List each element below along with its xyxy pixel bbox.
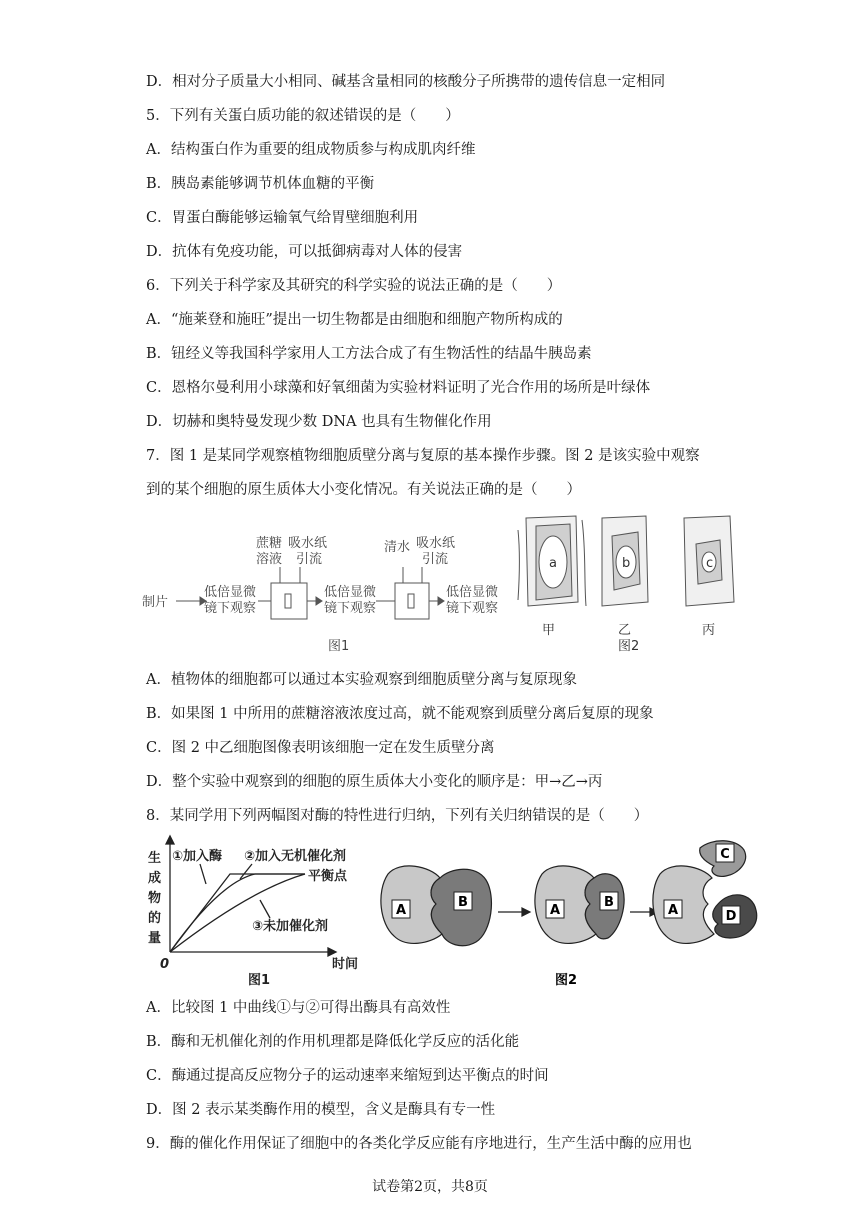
blot-label-2b: 引流 [422,552,449,567]
blot-label-1a: 吸水纸 [288,536,328,551]
mol-b-1: B [458,895,468,910]
q7-option-a: A．植物体的细胞都可以通过本实验观察到细胞质壁分离与复原现象 [146,672,577,688]
ylabel-char-2: 成 [148,871,162,886]
curve-inorganic [170,874,305,952]
q6-option-b: B．钮经义等我国科学家用人工方法合成了有生物活性的结晶牛胰岛素 [146,346,592,362]
curve1-label: ①加入酶 [172,849,223,864]
q8-option-b: B．酶和无机催化剂的作用机理都是降低化学反应的活化能 [146,1034,520,1050]
enzyme-a-1 [381,866,442,943]
cell-letter-a: a [549,556,557,571]
step-observe-3b: 镜下观察 [446,601,499,616]
ylabel-char-5: 量 [148,931,162,946]
q9-stem: 9．酶的催化作用保证了细胞中的各类化学反应能有序地进行，生产生活中酶的应用也 [146,1136,692,1152]
q7-option-b: B．如果图 1 中所用的蔗糖溶液浓度过高，就不能观察到质壁分离后复原的现象 [146,706,654,722]
water-label: 清水 [384,540,411,555]
q7-option-d: D．整个实验中观察到的细胞的原生质体大小变化的顺序是：甲→乙→丙 [146,774,603,790]
blot-label-1b: 引流 [296,552,323,567]
xlabel: 时间 [332,957,359,972]
step-observe-3a: 低倍显微 [446,585,499,600]
mol-b-2: B [604,895,614,910]
q6-stem: 6．下列关于科学家及其研究的科学实验的说法正确的是（ ） [146,278,562,294]
step-observe-1a: 低倍显微 [204,585,257,600]
fig7-2-caption: 图2 [618,639,640,654]
cell-label-jia: 甲 [542,623,556,638]
step-start: 制片 [142,595,169,610]
page-footer: 试卷第2页，共8页 [372,1179,488,1195]
enzyme-a-2 [535,866,596,943]
mol-a-1: A [395,903,407,918]
q7-figure [140,510,740,665]
q5-stem: 5．下列有关蛋白质功能的叙述错误的是（ ） [146,108,460,124]
curve2-label: ②加入无机催化剂 [244,849,347,864]
slide-box-2 [395,583,429,619]
cell-label-bing: 丙 [702,623,716,638]
blot-label-2a: 吸水纸 [416,536,456,551]
slide-box-1 [271,583,307,619]
sucrose-label-b: 溶液 [256,552,283,567]
q5-option-a: A．结构蛋白作为重要的组成物质参与构成肌肉纤维 [146,142,476,158]
equilibrium-label: 平衡点 [308,869,348,884]
enzyme-a-3 [653,866,714,943]
q5-option-b: B．胰岛素能够调节机体血糖的平衡 [146,176,375,192]
mol-a-3: A [667,903,679,918]
curve-enzyme [170,874,305,952]
step-observe-2a: 低倍显微 [324,585,377,600]
curve-uncatalyzed [170,874,305,952]
q7-stem-1: 7．图 1 是某同学观察植物细胞质壁分离与复原的基本操作步骤。图 2 是该实验中观察 [146,448,700,464]
fig8-1-caption: 图1 [248,973,271,988]
step-observe-1b: 镜下观察 [204,601,257,616]
ylabel-char-1: 生 [148,851,162,866]
cell-label-yi: 乙 [618,623,632,638]
ylabel-char-4: 的 [148,911,162,926]
q8-option-a: A．比较图 1 中曲线①与②可得出酶具有高效性 [146,1000,451,1016]
fig7-1-caption: 图1 [328,639,350,654]
q7-option-c: C．图 2 中乙细胞图像表明该细胞一定在发生质壁分离 [146,740,495,756]
mol-c: C [720,847,730,862]
q7-stem-2: 到的某个细胞的原生质体大小变化情况。有关说法正确的是（ ） [146,482,581,498]
q6-option-c: C．恩格尔曼利用小球藻和好氧细菌为实验材料证明了光合作用的场所是叶绿体 [146,380,651,396]
q8-option-d: D．图 2 表示某类酶作用的模型，含义是酶具有专一性 [146,1102,496,1118]
q5-option-c: C．胃蛋白酶能够运输氧气给胃壁细胞利用 [146,210,419,226]
q6-option-a: A．“施莱登和施旺”提出一切生物都是由细胞和细胞产物所构成的 [146,312,563,328]
ylabel-char-3: 物 [148,891,162,906]
fig8-2-caption: 图2 [554,973,578,988]
sucrose-label-a: 蔗糖 [256,536,283,551]
cell-letter-c: c [706,556,714,571]
q5-option-d: D．抗体有免疫功能，可以抵御病毒对人体的侵害 [146,244,463,260]
mol-d: D [725,909,737,924]
axis-origin: 0 [160,957,170,972]
q4-option-d: D．相对分子质量大小相同、碱基含量相同的核酸分子所携带的遗传信息一定相同 [146,74,666,90]
cell-letter-b: b [622,556,631,571]
mol-a-2: A [549,903,561,918]
q8-option-c: C．酶通过提高反应物分子的运动速率来缩短到达平衡点的时间 [146,1068,549,1084]
q6-option-d: D．切赫和奥特曼发现少数 DNA 也具有生物催化作用 [146,414,492,430]
q8-figure [140,834,760,994]
q8-stem: 8．某同学用下列两幅图对酶的特性进行归纳，下列有关归纳错误的是（ ） [146,808,649,824]
step-observe-2b: 镜下观察 [324,601,377,616]
curve3-label: ③未加催化剂 [252,919,329,934]
